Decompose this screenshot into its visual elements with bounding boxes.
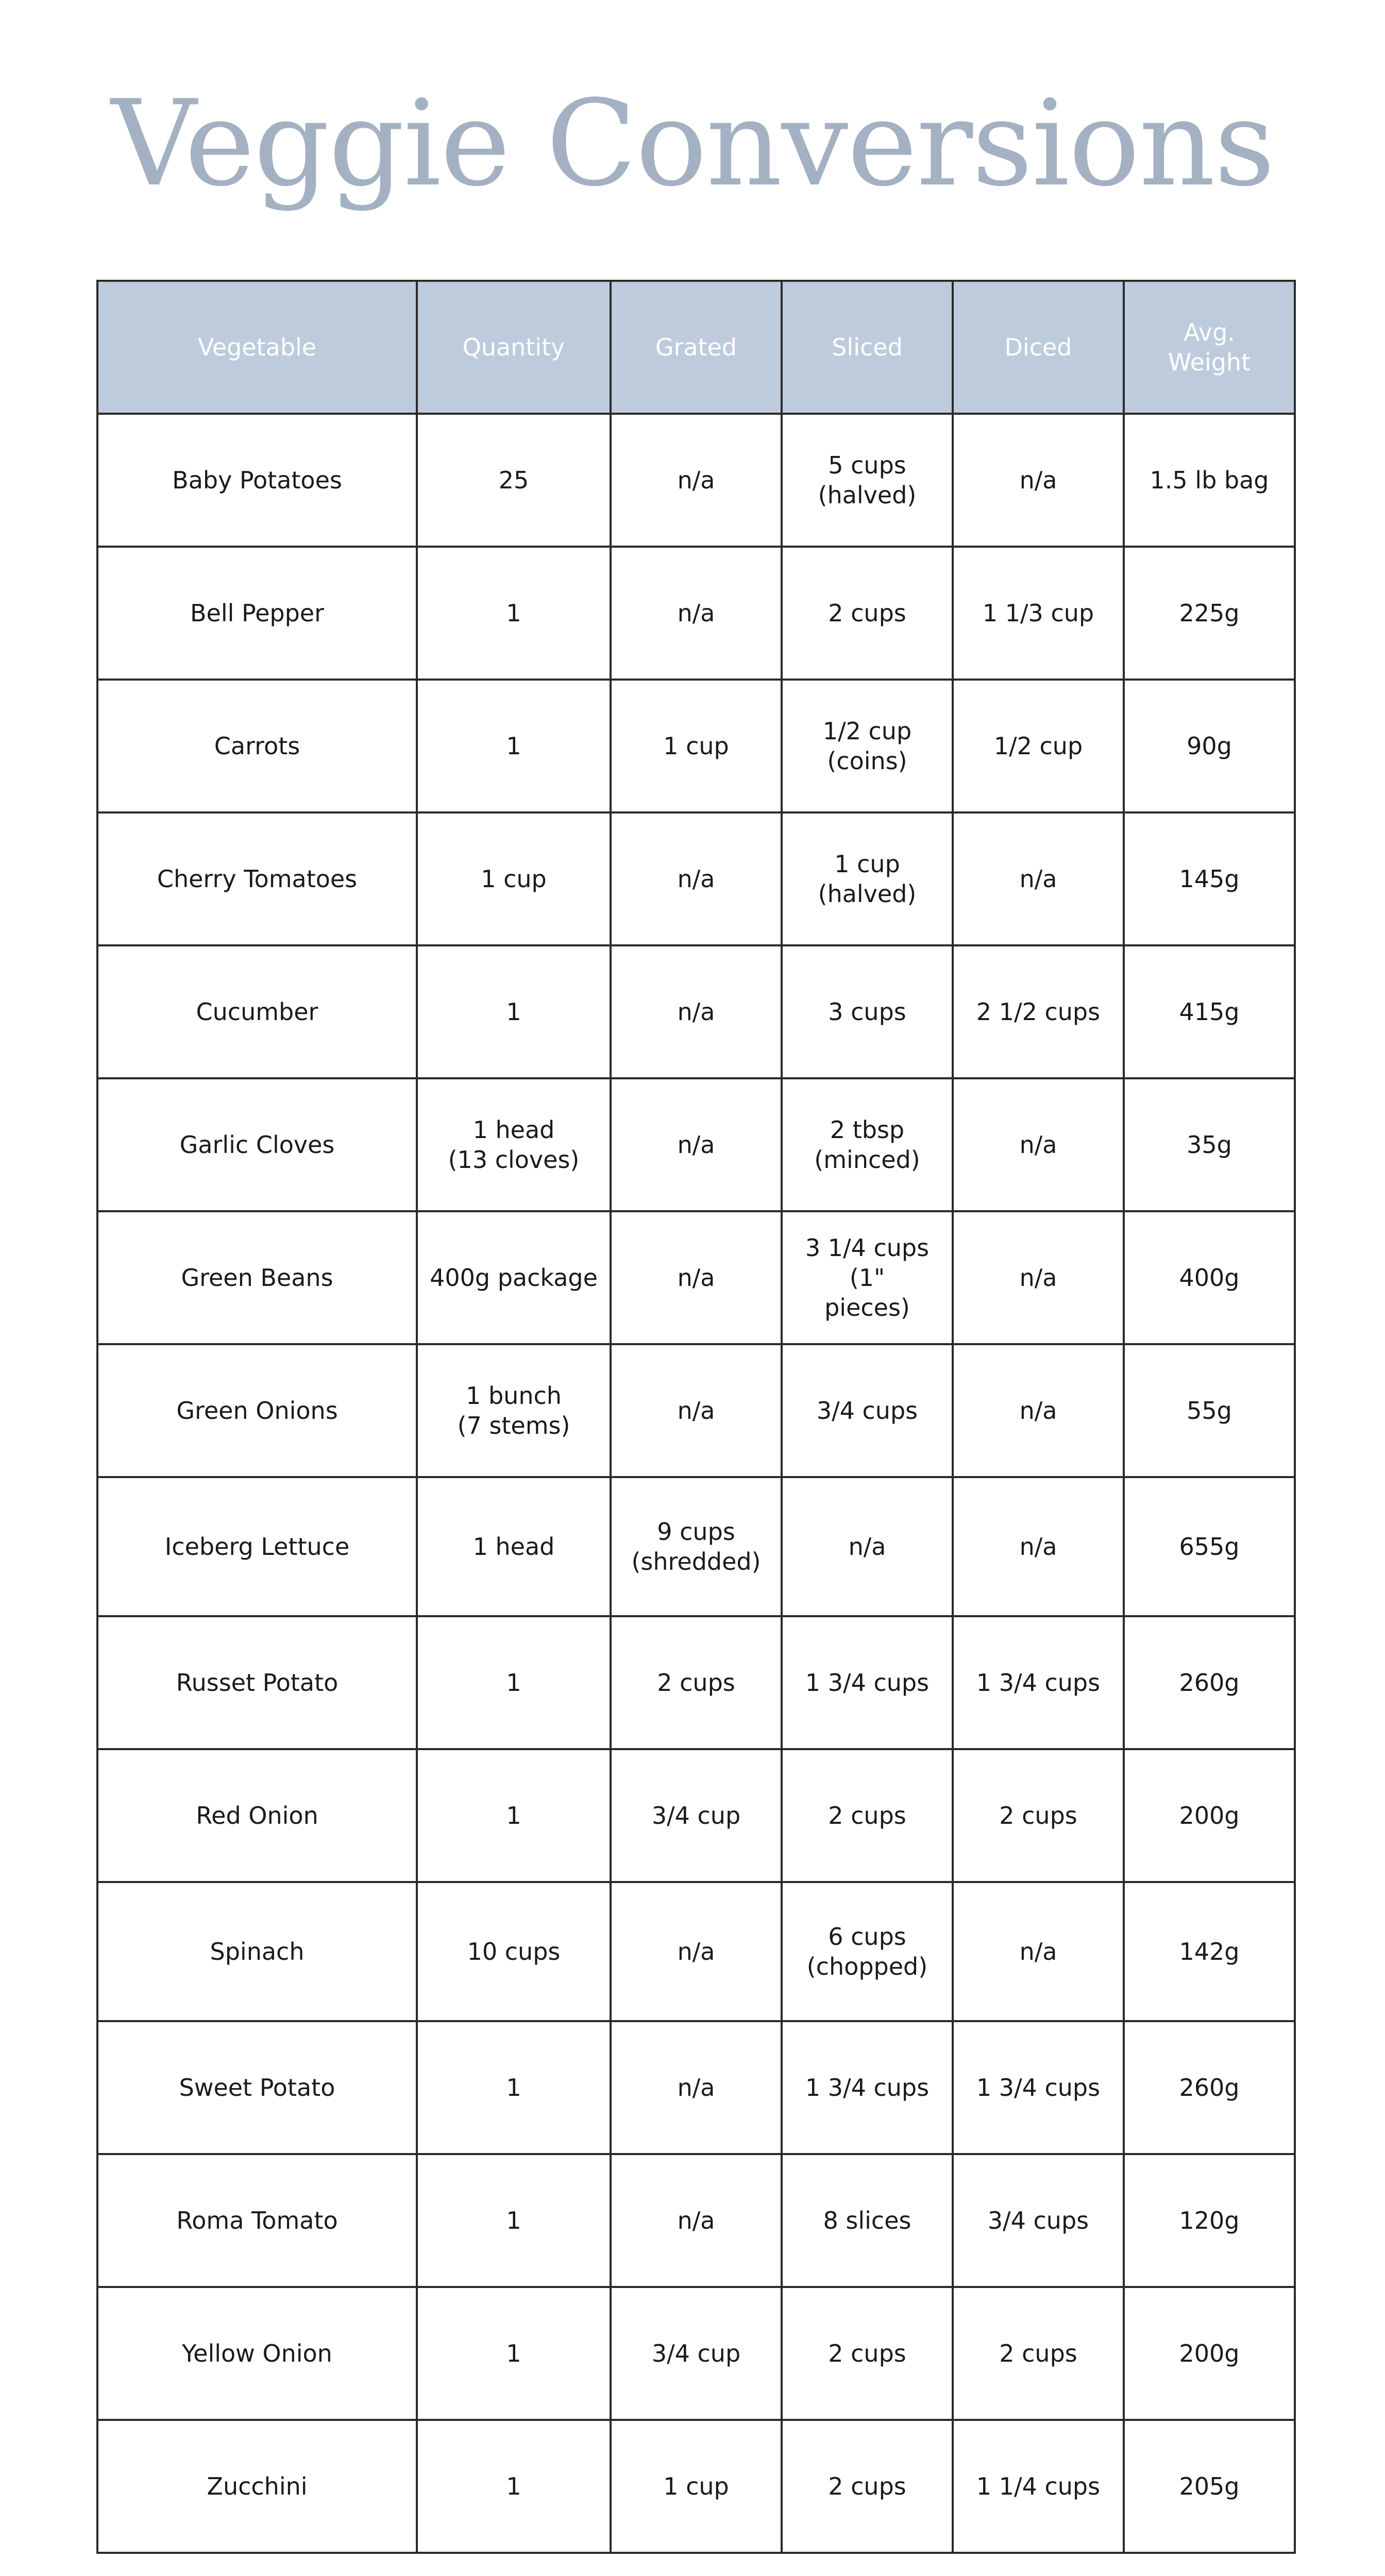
table-row-carrots [97, 680, 1295, 812]
grated-cell: 3/4 cup [611, 1749, 782, 1882]
vegetable-cell: Roma Tomato [97, 2154, 417, 2287]
vegetable-cell: Green Onions [97, 1344, 417, 1477]
conversion-table [96, 280, 1296, 2554]
header-diced: Diced [953, 281, 1124, 414]
quantity-cell: 1 cup [417, 812, 611, 945]
vegetable-cell: Red Onion [97, 1749, 417, 1882]
grated-cell: n/a [611, 547, 782, 680]
sliced-cell: 3 1/4 cups (1" pieces) [782, 1211, 953, 1344]
grated-cell: 1 cup [611, 2420, 782, 2553]
sliced-cell: 1 cup (halved) [782, 812, 953, 945]
grated-cell: 3/4 cup [611, 2287, 782, 2420]
sliced-cell: 1/2 cup (coins) [782, 680, 953, 812]
diced-cell: n/a [953, 1882, 1124, 2021]
quantity-cell: 1 [417, 547, 611, 680]
page-title: Veggie Conversions [111, 75, 1274, 213]
quantity-cell: 10 cups [417, 1882, 611, 2021]
vegetable-cell: Bell Pepper [97, 547, 417, 680]
vegetable-cell: Iceberg Lettuce [97, 1477, 417, 1616]
diced-cell: n/a [953, 414, 1124, 547]
vegetable-cell: Russet Potato [97, 1616, 417, 1749]
grated-cell: n/a [611, 812, 782, 945]
diced-cell: n/a [953, 1078, 1124, 1211]
vegetable-cell: Spinach [97, 1882, 417, 2021]
grated-cell: n/a [611, 1882, 782, 2021]
avg-weight-cell: 205g [1124, 2420, 1295, 2553]
header-grated: Grated [611, 281, 782, 414]
diced-cell: 1 1/4 cups [953, 2420, 1124, 2553]
table-row-green-beans [97, 1211, 1295, 1344]
quantity-cell: 1 [417, 1749, 611, 1882]
diced-cell: 1 3/4 cups [953, 2021, 1124, 2154]
grated-cell: n/a [611, 2154, 782, 2287]
table-row-cherry-tomatoes [97, 812, 1295, 945]
grated-cell: 1 cup [611, 680, 782, 812]
sliced-cell: 6 cups (chopped) [782, 1882, 953, 2021]
vegetable-cell: Baby Potatoes [97, 414, 417, 547]
sliced-cell: 2 cups [782, 1749, 953, 1882]
vegetable-cell: Cherry Tomatoes [97, 812, 417, 945]
grated-cell: 9 cups (shredded) [611, 1477, 782, 1616]
table-row-red-onion [97, 1749, 1295, 1882]
avg-weight-cell: 120g [1124, 2154, 1295, 2287]
quantity-cell: 1 head (13 cloves) [417, 1078, 611, 1211]
sliced-cell: 1 3/4 cups [782, 2021, 953, 2154]
grated-cell: n/a [611, 2021, 782, 2154]
avg-weight-cell: 55g [1124, 1344, 1295, 1477]
quantity-cell: 1 head [417, 1477, 611, 1616]
table-row-roma-tomato [97, 2154, 1295, 2287]
avg-weight-cell: 90g [1124, 680, 1295, 812]
header-vegetable: Vegetable [97, 281, 417, 414]
quantity-cell: 1 [417, 1616, 611, 1749]
avg-weight-cell: 200g [1124, 2287, 1295, 2420]
sliced-cell: 2 cups [782, 547, 953, 680]
table-row-bell-pepper [97, 547, 1295, 680]
grated-cell: n/a [611, 1344, 782, 1477]
table-row-iceberg-lettuce [97, 1477, 1295, 1616]
header-avg-weight: Avg. Weight [1124, 281, 1295, 414]
diced-cell: n/a [953, 1344, 1124, 1477]
table-row-russet-potato [97, 1616, 1295, 1749]
quantity-cell: 1 [417, 2021, 611, 2154]
avg-weight-cell: 145g [1124, 812, 1295, 945]
diced-cell: 1 3/4 cups [953, 1616, 1124, 1749]
header-quantity: Quantity [417, 281, 611, 414]
sliced-cell: 2 cups [782, 2420, 953, 2553]
diced-cell: n/a [953, 812, 1124, 945]
avg-weight-cell: 655g [1124, 1477, 1295, 1616]
diced-cell: 2 cups [953, 1749, 1124, 1882]
avg-weight-cell: 400g [1124, 1211, 1295, 1344]
grated-cell: n/a [611, 1211, 782, 1344]
avg-weight-cell: 260g [1124, 2021, 1295, 2154]
vegetable-cell: Garlic Cloves [97, 1078, 417, 1211]
grated-cell: n/a [611, 945, 782, 1078]
quantity-cell: 400g package [417, 1211, 611, 1344]
sliced-cell: 5 cups (halved) [782, 414, 953, 547]
sliced-cell: 1 3/4 cups [782, 1616, 953, 1749]
table-row-yellow-onion [97, 2287, 1295, 2420]
avg-weight-cell: 200g [1124, 1749, 1295, 1882]
table-row-cucumber [97, 945, 1295, 1078]
table-header-row [97, 281, 1295, 414]
vegetable-cell: Carrots [97, 680, 417, 812]
grated-cell: 2 cups [611, 1616, 782, 1749]
table-row-zucchini [97, 2420, 1295, 2553]
avg-weight-cell: 260g [1124, 1616, 1295, 1749]
table-row-green-onions [97, 1344, 1295, 1477]
quantity-cell: 1 [417, 2287, 611, 2420]
quantity-cell: 1 [417, 680, 611, 812]
header-sliced: Sliced [782, 281, 953, 414]
table-row-baby-potatoes [97, 414, 1295, 547]
avg-weight-cell: 142g [1124, 1882, 1295, 2021]
vegetable-cell: Sweet Potato [97, 2021, 417, 2154]
grated-cell: n/a [611, 1078, 782, 1211]
table-body [97, 414, 1295, 2553]
sliced-cell: 2 tbsp (minced) [782, 1078, 953, 1211]
sliced-cell: 2 cups [782, 2287, 953, 2420]
diced-cell: 2 cups [953, 2287, 1124, 2420]
table-row-garlic-cloves [97, 1078, 1295, 1211]
sliced-cell: 8 slices [782, 2154, 953, 2287]
table-row-sweet-potato [97, 2021, 1295, 2154]
avg-weight-cell: 1.5 lb bag [1124, 414, 1295, 547]
diced-cell: 3/4 cups [953, 2154, 1124, 2287]
sliced-cell: 3/4 cups [782, 1344, 953, 1477]
quantity-cell: 1 [417, 2420, 611, 2553]
quantity-cell: 1 [417, 2154, 611, 2287]
avg-weight-cell: 415g [1124, 945, 1295, 1078]
diced-cell: n/a [953, 1477, 1124, 1616]
quantity-cell: 1 bunch (7 stems) [417, 1344, 611, 1477]
quantity-cell: 1 [417, 945, 611, 1078]
quantity-cell: 25 [417, 414, 611, 547]
diced-cell: 2 1/2 cups [953, 945, 1124, 1078]
avg-weight-cell: 225g [1124, 547, 1295, 680]
diced-cell: 1 1/3 cup [953, 547, 1124, 680]
grated-cell: n/a [611, 414, 782, 547]
vegetable-cell: Yellow Onion [97, 2287, 417, 2420]
diced-cell: n/a [953, 1211, 1124, 1344]
vegetable-cell: Zucchini [97, 2420, 417, 2553]
sliced-cell: n/a [782, 1477, 953, 1616]
avg-weight-cell: 35g [1124, 1078, 1295, 1211]
diced-cell: 1/2 cup [953, 680, 1124, 812]
vegetable-cell: Cucumber [97, 945, 417, 1078]
sliced-cell: 3 cups [782, 945, 953, 1078]
vegetable-cell: Green Beans [97, 1211, 417, 1344]
table-row-spinach [97, 1882, 1295, 2021]
